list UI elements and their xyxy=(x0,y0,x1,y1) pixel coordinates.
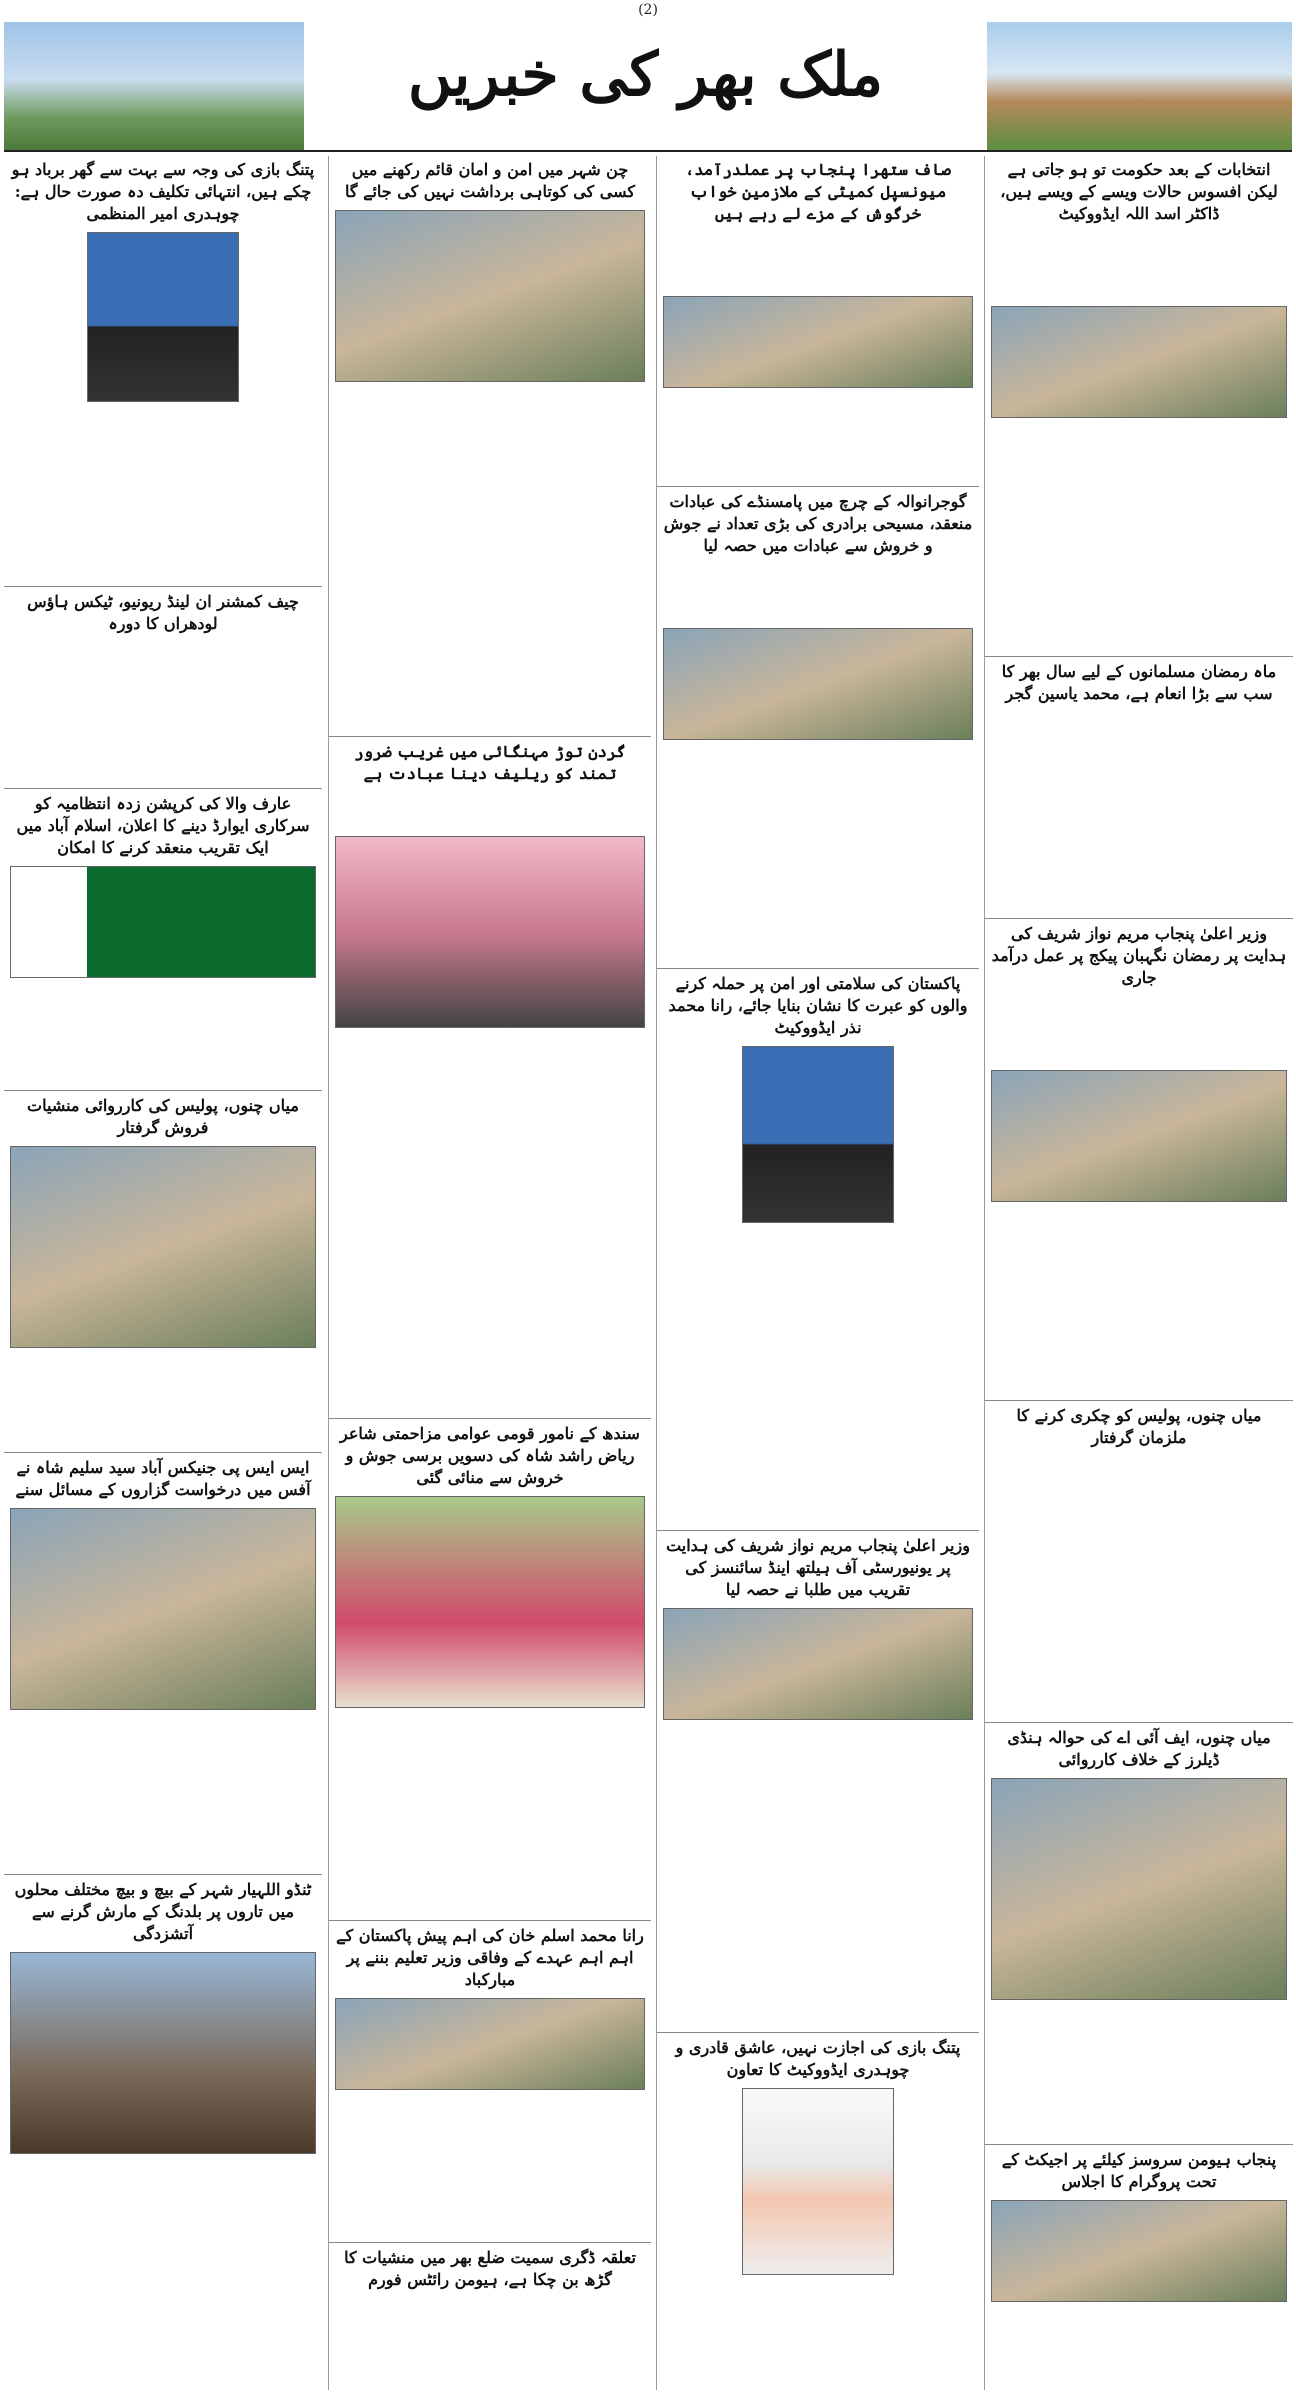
story-headline: پتنگ بازی کی اجازت نہیں، عاشق قادری و چوہدری ایڈووکیٹ کا تعاون xyxy=(675,2038,961,2079)
news-grid xyxy=(4,156,1292,2390)
church-event-photo xyxy=(663,628,973,740)
story xyxy=(985,2146,1293,2390)
story-headline: چیف کمشنر ان لینڈ ریونیو، ٹیکس ہاؤس لودھراں کا دورہ xyxy=(27,592,299,633)
column-4 xyxy=(984,156,1293,2390)
story xyxy=(985,1402,1293,1723)
story-body xyxy=(4,1714,322,1858)
officials-photo xyxy=(335,210,645,382)
story-body xyxy=(657,392,979,487)
story-headline: وزیر اعلیٰ پنجاب مریم نواز شریف کی ہدایت پر رمضان نگہبان پیکج پر عمل درآمد جاری xyxy=(991,924,1287,987)
story-body xyxy=(985,228,1293,302)
story-headline: انتخابات کے بعد حکومت تو ہو جاتی ہے لیکن افسوس حالات ویسے کے ویسے ہیں، ڈاکٹر اسد اللہ ایڈووکیٹ xyxy=(1000,160,1278,223)
story xyxy=(329,156,651,737)
story-body xyxy=(985,2306,1293,2390)
flag-photo xyxy=(10,866,316,978)
story xyxy=(4,1092,322,1453)
story-headline: صاف ستھرا پنجاب پر عملدرآمد، میونسپل کمیٹی کے ملازمین خواب خرگوش کے مزے لے رہے ہیں xyxy=(684,160,952,223)
suspects-photo xyxy=(10,1146,316,1348)
page-number: (2) xyxy=(638,2,658,18)
portraits-strip xyxy=(335,1998,645,2090)
portrait-photo xyxy=(742,1046,894,1223)
masthead xyxy=(4,22,1292,152)
meeting-photo xyxy=(991,2200,1287,2302)
story xyxy=(657,156,979,487)
story-body xyxy=(4,406,322,587)
story-headline: میاں چنوں، ایف آئی اے کی حوالہ ہنڈی ڈیلرز کے خلاف کارروائی xyxy=(1007,1728,1271,1769)
story-body xyxy=(985,1452,1293,1706)
street-photo xyxy=(10,1952,316,2154)
masthead-right-photo xyxy=(987,22,1292,150)
story xyxy=(329,2244,651,2390)
story-headline: پنجاب ہیومن سروسز کیلئے پر اجیکٹ کے تحت پروگرام کا اجلاس xyxy=(1001,2150,1277,2191)
story-headline: رانا محمد اسلم خان کی اہم پیش پاکستان کے اہم اہم عہدے کے وفاقی وزیر تعلیم بننے پر مبارکباد xyxy=(336,1926,644,1989)
story xyxy=(4,588,322,789)
story xyxy=(985,156,1293,657)
story-body xyxy=(657,744,979,968)
story-body xyxy=(4,2158,322,2390)
story-headline: گردن توڑ مہنگائی میں غریب ضرور تمند کو ریلیف دینا عبادت ہے xyxy=(354,742,626,783)
tribute-photo xyxy=(335,1496,645,1708)
story-body xyxy=(657,1227,979,1531)
story-body xyxy=(4,982,322,1086)
story-body xyxy=(657,560,979,624)
story xyxy=(329,1922,651,2243)
story xyxy=(985,920,1293,1401)
story-headline: ٹنڈو اللہیار شہر کے بیچ و بیچ مختلف محلوں میں تاروں پر بلدنگ کے مارش گرنے سے آتشزدگی xyxy=(14,1880,312,1943)
masthead-title: ملک بھر کی خبریں xyxy=(407,40,884,110)
story xyxy=(329,738,651,1419)
story-body xyxy=(985,992,1293,1066)
speech-photo xyxy=(991,306,1287,418)
story-body xyxy=(329,386,651,700)
story-body xyxy=(329,2094,651,2243)
story-body xyxy=(985,422,1293,657)
story-headline: پتنگ بازی کی وجہ سے بہت سے گھر برباد ہو چکے ہیں، انتہائی تکلیف دہ صورت حال ہے: چوہدری امیر المنظمی xyxy=(11,160,315,223)
story-headline: وزیر اعلیٰ پنجاب مریم نواز شریف کی ہدایت پر یونیورسٹی آف ہیلتھ اینڈ سائنسز کی تقریب میں طلبا نے حصہ لیا xyxy=(666,1536,970,1599)
story-headline: ماہ رمضان مسلمانوں کے لیے سال بھر کا سب سے بڑا انعام ہے، محمد یاسین گجر xyxy=(1001,662,1277,703)
story xyxy=(657,970,979,1531)
garbage-photo xyxy=(663,296,973,388)
office-meeting-photo xyxy=(10,1508,316,1710)
story-body xyxy=(657,2279,979,2383)
column-1 xyxy=(4,156,322,2390)
story xyxy=(657,488,979,969)
story xyxy=(985,658,1293,919)
story-body xyxy=(985,2004,1293,2145)
story-body xyxy=(657,228,979,292)
story xyxy=(4,1454,322,1875)
story xyxy=(985,1724,1293,2145)
masthead-left-photo xyxy=(4,22,304,150)
story-headline: میاں چنوں، پولیس کو چکری کرنے کا ملزمان گرفتار xyxy=(1016,1406,1262,1447)
portrait-photo xyxy=(742,2088,894,2275)
portrait-photo xyxy=(87,232,239,402)
ceremony-photo xyxy=(663,1608,973,1720)
story-body xyxy=(329,1032,651,1396)
story xyxy=(4,790,322,1091)
story-headline: پاکستان کی سلامتی اور امن پر حملہ کرنے والوں کو عبرت کا نشان بنایا جائے، رانا محمد نذر ایڈووکیٹ xyxy=(668,974,968,1037)
story-body xyxy=(985,708,1293,912)
story-headline: میاں چنوں، پولیس کی کارروائی منشیات فروش گرفتار xyxy=(27,1096,299,1137)
story-body xyxy=(4,1352,322,1446)
story-headline: چن شہر میں امن و امان قائم رکھنے میں کسی کی کوتاہی برداشت نہیں کی جائے گا xyxy=(345,160,635,201)
story-body xyxy=(329,2294,651,2390)
inspection-photo xyxy=(991,1070,1287,1202)
story-body xyxy=(985,1206,1293,1401)
story-headline: تعلقہ ڈگری سمیت ضلع بھر میں منشیات کا گڑھ بن چکا ہے، ہیومن رائٹس فورم xyxy=(344,2248,636,2289)
story-body xyxy=(329,788,651,832)
column-2 xyxy=(328,156,651,2390)
story xyxy=(4,156,322,587)
arrest-photo xyxy=(991,1778,1287,2000)
story xyxy=(657,1532,979,2033)
story-headline: ایس ایس پی جنیکس آباد سید سلیم شاہ نے آفس میں درخواست گزاروں کے مسائل سنے xyxy=(15,1458,311,1499)
story-headline: عارف والا کی کرپشن زدہ انتظامیہ کو سرکاری ایوارڈ دینے کا اعلان، اسلام آباد میں ایک تقریب منعقد کرنے کا امکان xyxy=(16,794,310,857)
story xyxy=(657,2034,979,2390)
story xyxy=(329,1420,651,1921)
story-body xyxy=(329,1712,651,1916)
story-headline: سندھ کے نامور قومی عوامی مزاحمتی شاعر ریاض راشد شاہ کی دسویں برسی جوش و خروش سے منائی گئی xyxy=(340,1424,640,1487)
column-3 xyxy=(656,156,979,2390)
relief-event-photo xyxy=(335,836,645,1028)
story-body xyxy=(657,1724,979,2033)
story-headline: گوجرانوالہ کے چرچ میں پامسنڈے کی عبادات منعقد، مسیحی برادری کی بڑی تعداد نے جوش و خروش سے عبادات میں حصہ لیا xyxy=(663,492,973,555)
story-body xyxy=(4,638,322,782)
story xyxy=(4,1876,322,2390)
